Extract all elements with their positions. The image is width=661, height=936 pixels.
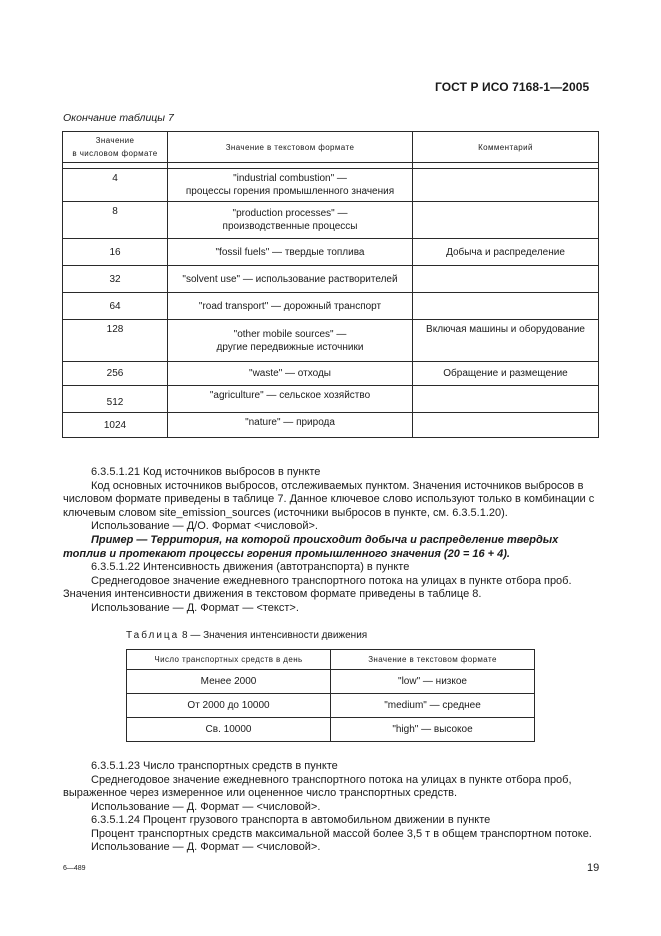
code-cell: 32 [63, 266, 168, 293]
table7-caption: Окончание таблицы 7 [63, 112, 174, 124]
table-row [63, 239, 599, 266]
comment-cell [413, 202, 599, 239]
section-24 [63, 814, 601, 855]
code-cell: 16 [63, 239, 168, 266]
paragraph: Процент транспортных средств максимальной массой более 3,5 т в общем транспортном потоке. [91, 827, 592, 840]
text-value-cell: "low" — низкое [331, 670, 535, 694]
comment-cell [413, 169, 599, 202]
paragraph: Код основных источников выбросов, отслеживаемых пунктом. Значения источников выбросов в числовом формате приведены в таблице 7. Данное ключевое слово используют только в комбинации с ключевым словом site_emission_sources (источники выбросов в пункте, см. 6.3.5.1.20). [63, 479, 595, 519]
table8 [126, 649, 535, 742]
table-header-row [63, 132, 599, 163]
column-header-vehicle-count: Число транспортных средств в день [127, 650, 331, 670]
count-cell: Св. 10000 [127, 718, 331, 742]
comment-cell [413, 413, 599, 438]
comment-cell: Обращение и размещение [413, 362, 599, 386]
count-cell: От 2000 до 10000 [127, 694, 331, 718]
section-22 [63, 561, 601, 615]
code-cell: 128 [63, 320, 168, 362]
code-cell: 64 [63, 293, 168, 320]
text-value-cell: "road transport" — дорожный транспорт [168, 293, 413, 320]
usage-line: Использование — Д/О. Формат <числовой>. [91, 520, 318, 533]
table-row [63, 386, 599, 413]
usage-line: Использование — Д. Формат — <числовой>. [91, 841, 321, 854]
text-value-cell: "industrial combustion" — процессы горения промышленного значения [168, 169, 413, 202]
comment-cell [413, 293, 599, 320]
table8-caption-text: 8 — Значения интенсивности движения [182, 630, 368, 641]
code-cell: 1024 [63, 413, 168, 438]
comment-cell [413, 386, 599, 413]
column-header-text-value: Значение в текстовом формате [331, 650, 535, 670]
text-value-cell: "production processes" — производственные процессы [168, 202, 413, 239]
code-cell: 8 [63, 202, 168, 239]
document-header: ГОСТ Р ИСО 7168-1—2005 [435, 80, 590, 94]
code-cell: 256 [63, 362, 168, 386]
text-value-cell: "agriculture" — сельское хозяйство [168, 386, 413, 413]
column-header-text-value: Значение в текстовом формате [168, 132, 413, 163]
usage-line: Использование — Д. Формат — <числовой>. [91, 800, 321, 813]
comment-cell: Включая машины и оборудование [413, 320, 599, 362]
column-header-comment: Комментарий [413, 132, 599, 163]
text-value-cell: "high" — высокое [331, 718, 535, 742]
text-value-cell: "nature" — природа [168, 413, 413, 438]
table-row [63, 320, 599, 362]
table-row [63, 413, 599, 438]
paragraph: Среднегодовое значение ежедневного транспортного потока на улицах в пункте отбора проб, выраженное через измеренное или оцененное число транспортных средств. [63, 773, 572, 800]
table-row [63, 293, 599, 320]
text-value-cell: "solvent use" — использование растворителей [168, 266, 413, 293]
table-row [127, 670, 535, 694]
column-header-code-label: Значение в числовом формате [72, 136, 158, 158]
usage-line: Использование — Д. Формат — <текст>. [91, 601, 299, 614]
text-value-cell: "fossil fuels" — твердые топлива [168, 239, 413, 266]
section-heading: 6.3.5.1.24 Процент грузового транспорта в автомобильном движении в пункте [91, 814, 491, 826]
table-row [63, 362, 599, 386]
section-heading: 6.3.5.1.22 Интенсивность движения (автотранспорта) в пункте [91, 561, 410, 573]
table-header-row [127, 650, 535, 670]
code-cell: 4 [63, 169, 168, 202]
column-header-code [63, 132, 168, 163]
table-row [63, 202, 599, 239]
table-row [127, 694, 535, 718]
table-row [127, 718, 535, 742]
section-heading: 6.3.5.1.23 Число транспортных средств в пункте [91, 760, 338, 772]
table8-caption [126, 630, 367, 641]
section-21 [63, 466, 601, 561]
text-value-cell: "waste" — отходы [168, 362, 413, 386]
table-row [63, 266, 599, 293]
count-cell: Менее 2000 [127, 670, 331, 694]
comment-cell [413, 266, 599, 293]
section-heading: 6.3.5.1.21 Код источников выбросов в пункте [91, 466, 321, 478]
example-text: Пример — Территория, на которой происходит добыча и распределение твердых топлив и протекают процессы горения промышленного значения (20 = 16 + 4). [63, 533, 559, 560]
footer-signature: 6—489 [63, 865, 86, 872]
paragraph: Среднегодовое значение ежедневного транспортного потока на улицах в пункте отбора проб. Значения интенсивности движения в текстовом формате приведены в таблице 8. [63, 574, 572, 601]
page-number: 19 [587, 862, 600, 874]
text-value-cell: "medium" — среднее [331, 694, 535, 718]
section-23 [63, 760, 601, 814]
text-value-cell: "other mobile sources" — другие передвижные источники [168, 320, 413, 362]
table7 [62, 131, 599, 438]
comment-cell: Добыча и распределение [413, 239, 599, 266]
table8-caption-label: Таблица [126, 630, 180, 641]
table-row [63, 169, 599, 202]
code-cell: 512 [63, 386, 168, 413]
